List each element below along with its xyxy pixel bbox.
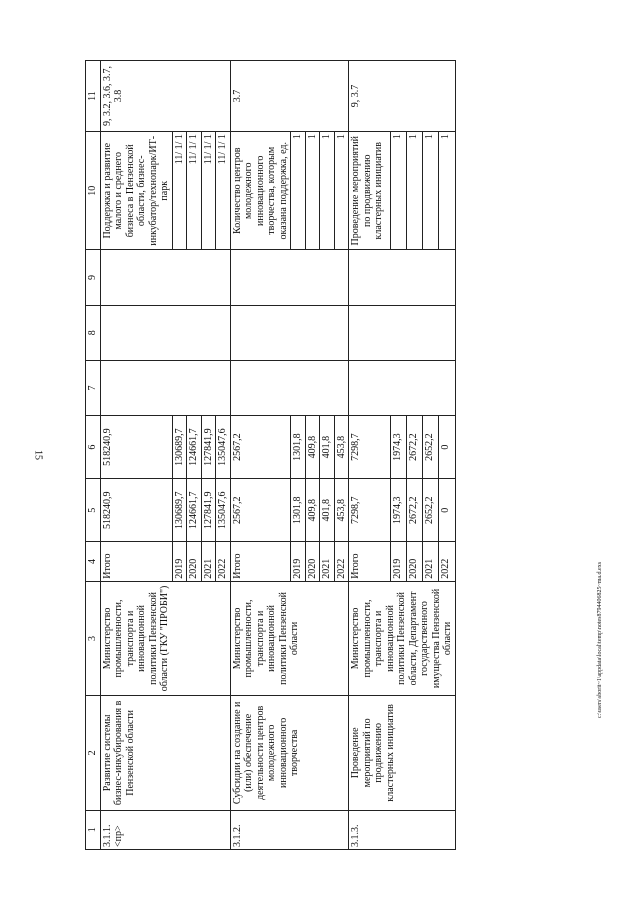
year: 2019 (172, 542, 187, 581)
col-num-1: 1 (86, 810, 101, 849)
col9-empty (100, 250, 230, 305)
year-col5: 0 (439, 479, 455, 542)
year-col6: 1974,3 (390, 416, 406, 479)
year-col6: 401,8 (320, 416, 335, 479)
indicator: Проведение мероприятий по продвижению кластерных инициатив (349, 132, 391, 250)
links: 9, 3.2, 3.6, 3.7, 3.8 (100, 61, 230, 132)
year-col6: 2652,2 (423, 416, 439, 479)
year: 2021 (423, 542, 439, 581)
indicator: Количество центров молодежного инновационного творчества, которым оказана поддержка, ед. (230, 132, 291, 250)
col-num-3: 3 (86, 581, 101, 695)
year-col6: 127841,9 (201, 416, 216, 479)
total-col5: 7298,7 (349, 479, 391, 542)
col9-empty (230, 250, 349, 305)
year-col6: 124661,7 (187, 416, 202, 479)
col7-empty (100, 360, 230, 415)
col-num-4: 4 (86, 542, 101, 581)
year: 2022 (334, 542, 349, 581)
total-col6: 7298,7 (349, 416, 391, 479)
year-col10: 1 (305, 132, 320, 250)
footer-path: c:\users\sborit~1\appdata\local\temp\notes8794406825~ma.d.exs (597, 561, 603, 719)
year-col5: 1301,8 (291, 479, 306, 542)
total-col5: 518240,9 (100, 479, 172, 542)
col-num-9: 9 (86, 250, 101, 305)
item-name: Субсидии на создание и (или) обеспечение деятельности центров молодежного инновационного творчества (230, 696, 349, 810)
year-col10: 1 (291, 132, 306, 250)
year-col6: 135047,6 (216, 416, 231, 479)
year: 2020 (187, 542, 202, 581)
year-col10: 1 (390, 132, 406, 250)
year-col5: 2652,2 (423, 479, 439, 542)
year: 2021 (201, 542, 216, 581)
total-label: Итого (349, 542, 391, 581)
col-num-5: 5 (86, 479, 101, 542)
col-num-6: 6 (86, 416, 101, 479)
indicator: Поддержка и развитие малого и среднего бизнеса в Пензенской области, бизнес-инкубатор/технопарк/ИТ-парк (100, 132, 172, 250)
col9-empty (349, 250, 456, 305)
total-col6: 2567,2 (230, 416, 291, 479)
col7-empty (349, 360, 456, 415)
year: 2019 (390, 542, 406, 581)
table-row (349, 61, 391, 850)
year-col5: 124661,7 (187, 479, 202, 542)
year-col6: 409,8 (305, 416, 320, 479)
year: 2020 (305, 542, 320, 581)
year: 2022 (216, 542, 231, 581)
year-col10: 11/ 1/ 1 (201, 132, 216, 250)
program-table (85, 60, 456, 850)
rotated-table-wrapper (85, 60, 555, 850)
total-label: Итого (230, 542, 291, 581)
table-row (100, 61, 172, 850)
item-name: Развитие системы бизнес-инкубирования в Пензенской области (100, 696, 230, 810)
year-col6: 130689,7 (172, 416, 187, 479)
year-col5: 401,8 (320, 479, 335, 542)
item-number: 3.1.3. (349, 810, 456, 849)
year-col5: 409,8 (305, 479, 320, 542)
year-col10: 11/ 1/ 1 (216, 132, 231, 250)
page-number: 15 (32, 450, 44, 460)
year-col6: 2672,2 (406, 416, 422, 479)
year-col10: 1 (334, 132, 349, 250)
year-col10: 11/ 1/ 1 (187, 132, 202, 250)
column-number-row (86, 61, 101, 850)
col8-empty (100, 305, 230, 360)
year-col5: 1974,3 (390, 479, 406, 542)
col-num-8: 8 (86, 305, 101, 360)
year-col10: 1 (320, 132, 335, 250)
total-label: Итого (100, 542, 172, 581)
year-col6: 0 (439, 416, 455, 479)
col8-empty (349, 305, 456, 360)
item-executor: Министерство промышленности, транспорта и инновационной политики Пензенской области, Департамент государственного имущества Пензенской области (349, 581, 456, 695)
year-col10: 1 (423, 132, 439, 250)
year-col5: 453,8 (334, 479, 349, 542)
year: 2019 (291, 542, 306, 581)
item-executor: Министерство промышленности, транспорта и инновационной политики Пензенской области (ГКУ "ПРОБИ") (100, 581, 230, 695)
col-num-10: 10 (86, 132, 101, 250)
total-col6: 518240,9 (100, 416, 172, 479)
col-num-7: 7 (86, 360, 101, 415)
links: 9, 3.7 (349, 61, 456, 132)
col8-empty (230, 305, 349, 360)
col-num-2: 2 (86, 696, 101, 810)
year-col10: 1 (406, 132, 422, 250)
links: 3.7 (230, 61, 349, 132)
total-col5: 2567,2 (230, 479, 291, 542)
item-name: Проведение мероприятий по продвижению кластерных инициатив (349, 696, 456, 810)
year-col10: 11/ 1/ 1 (172, 132, 187, 250)
year: 2021 (320, 542, 335, 581)
year-col5: 2672,2 (406, 479, 422, 542)
item-number: 3.1.1. <пр> (100, 810, 230, 849)
table-row (230, 61, 291, 850)
year-col5: 130689,7 (172, 479, 187, 542)
year-col5: 135047,6 (216, 479, 231, 542)
year-col6: 453,8 (334, 416, 349, 479)
col-num-11: 11 (86, 61, 101, 132)
year: 2022 (439, 542, 455, 581)
year-col6: 1301,8 (291, 416, 306, 479)
col7-empty (230, 360, 349, 415)
year: 2020 (406, 542, 422, 581)
item-number: 3.1.2. (230, 810, 349, 849)
year-col10: 1 (439, 132, 455, 250)
year-col5: 127841,9 (201, 479, 216, 542)
item-executor: Министерство промышленности, транспорта и инновационной политики Пензенской области (230, 581, 349, 695)
